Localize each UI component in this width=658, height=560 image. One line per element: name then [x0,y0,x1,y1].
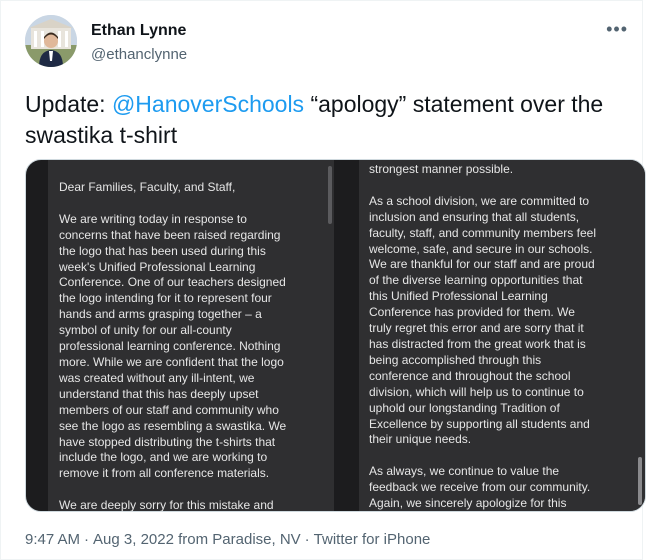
meta-separator: · [304,531,310,548]
tweet-header [25,15,628,71]
screenshot-divider [334,160,359,511]
tweet-text [25,89,635,151]
mention-link[interactable]: @HanoverSchools [111,91,305,117]
tweet-location: from Paradise, NV [178,531,301,548]
more-options-icon[interactable]: ••• [606,19,628,39]
meta-separator: · [84,531,90,548]
screenshot-scrollbar-left [328,166,332,224]
avatar-image [25,15,77,67]
tweet-time[interactable]: 9:47 AM [25,531,81,548]
tweet-text-prefix: Update: [25,91,112,117]
author-name[interactable]: Ethan Lynne [91,22,187,39]
tweet-text-suffix: “apology” statement over the swastika t-shirt [25,91,604,148]
avatar[interactable] [25,15,77,67]
tweet-meta [25,531,430,548]
screenshot-scrollbar-right [638,457,642,505]
author-handle[interactable]: @ethanclynne [91,46,188,63]
statement-text-right: strongest manner possible. As a school division, we are committed to inclusion and ensuring that all students, faculty, staff, and community members feel welcome, safe, and secure in our schools. We are thankful for our staff and are proud of the diverse learning opportunities that this Unified Professional Learning Conference has provided for them. We truly regret this error and are sorry that it has distracted from the great work that is being accomplished through this conference and throughout the school division, which will help us to continue to uphold our longstanding Tradition of Excellence by supporting all students and their unique needs. As always, we continue to value the feedback we receive from our community. Again, we sincerely apologize for this [369,162,596,511]
statement-text-left: Dear Families, Faculty, and Staff, We are writing today in response to concerns that have been raised regarding the logo that has been used during this week's Unified Professional Learning Conference. One of our teachers designed the logo intending for it to represent four hands and arms grasping together – a symbol of unity for our all-county professional learning conference. Nothing more. While we are confident that the logo was created without any ill-intent, we understand that this has deeply upset members of our staff and community who see the logo as resembling a swastika. We have stopped distributing the t-shirts that include the logo, and we are working to remove it from all conference materials. We are deeply sorry for this mistake and [59,180,287,513]
tweet-date[interactable]: Aug 3, 2022 [93,531,174,548]
tweet-client[interactable]: Twitter for iPhone [313,531,431,548]
